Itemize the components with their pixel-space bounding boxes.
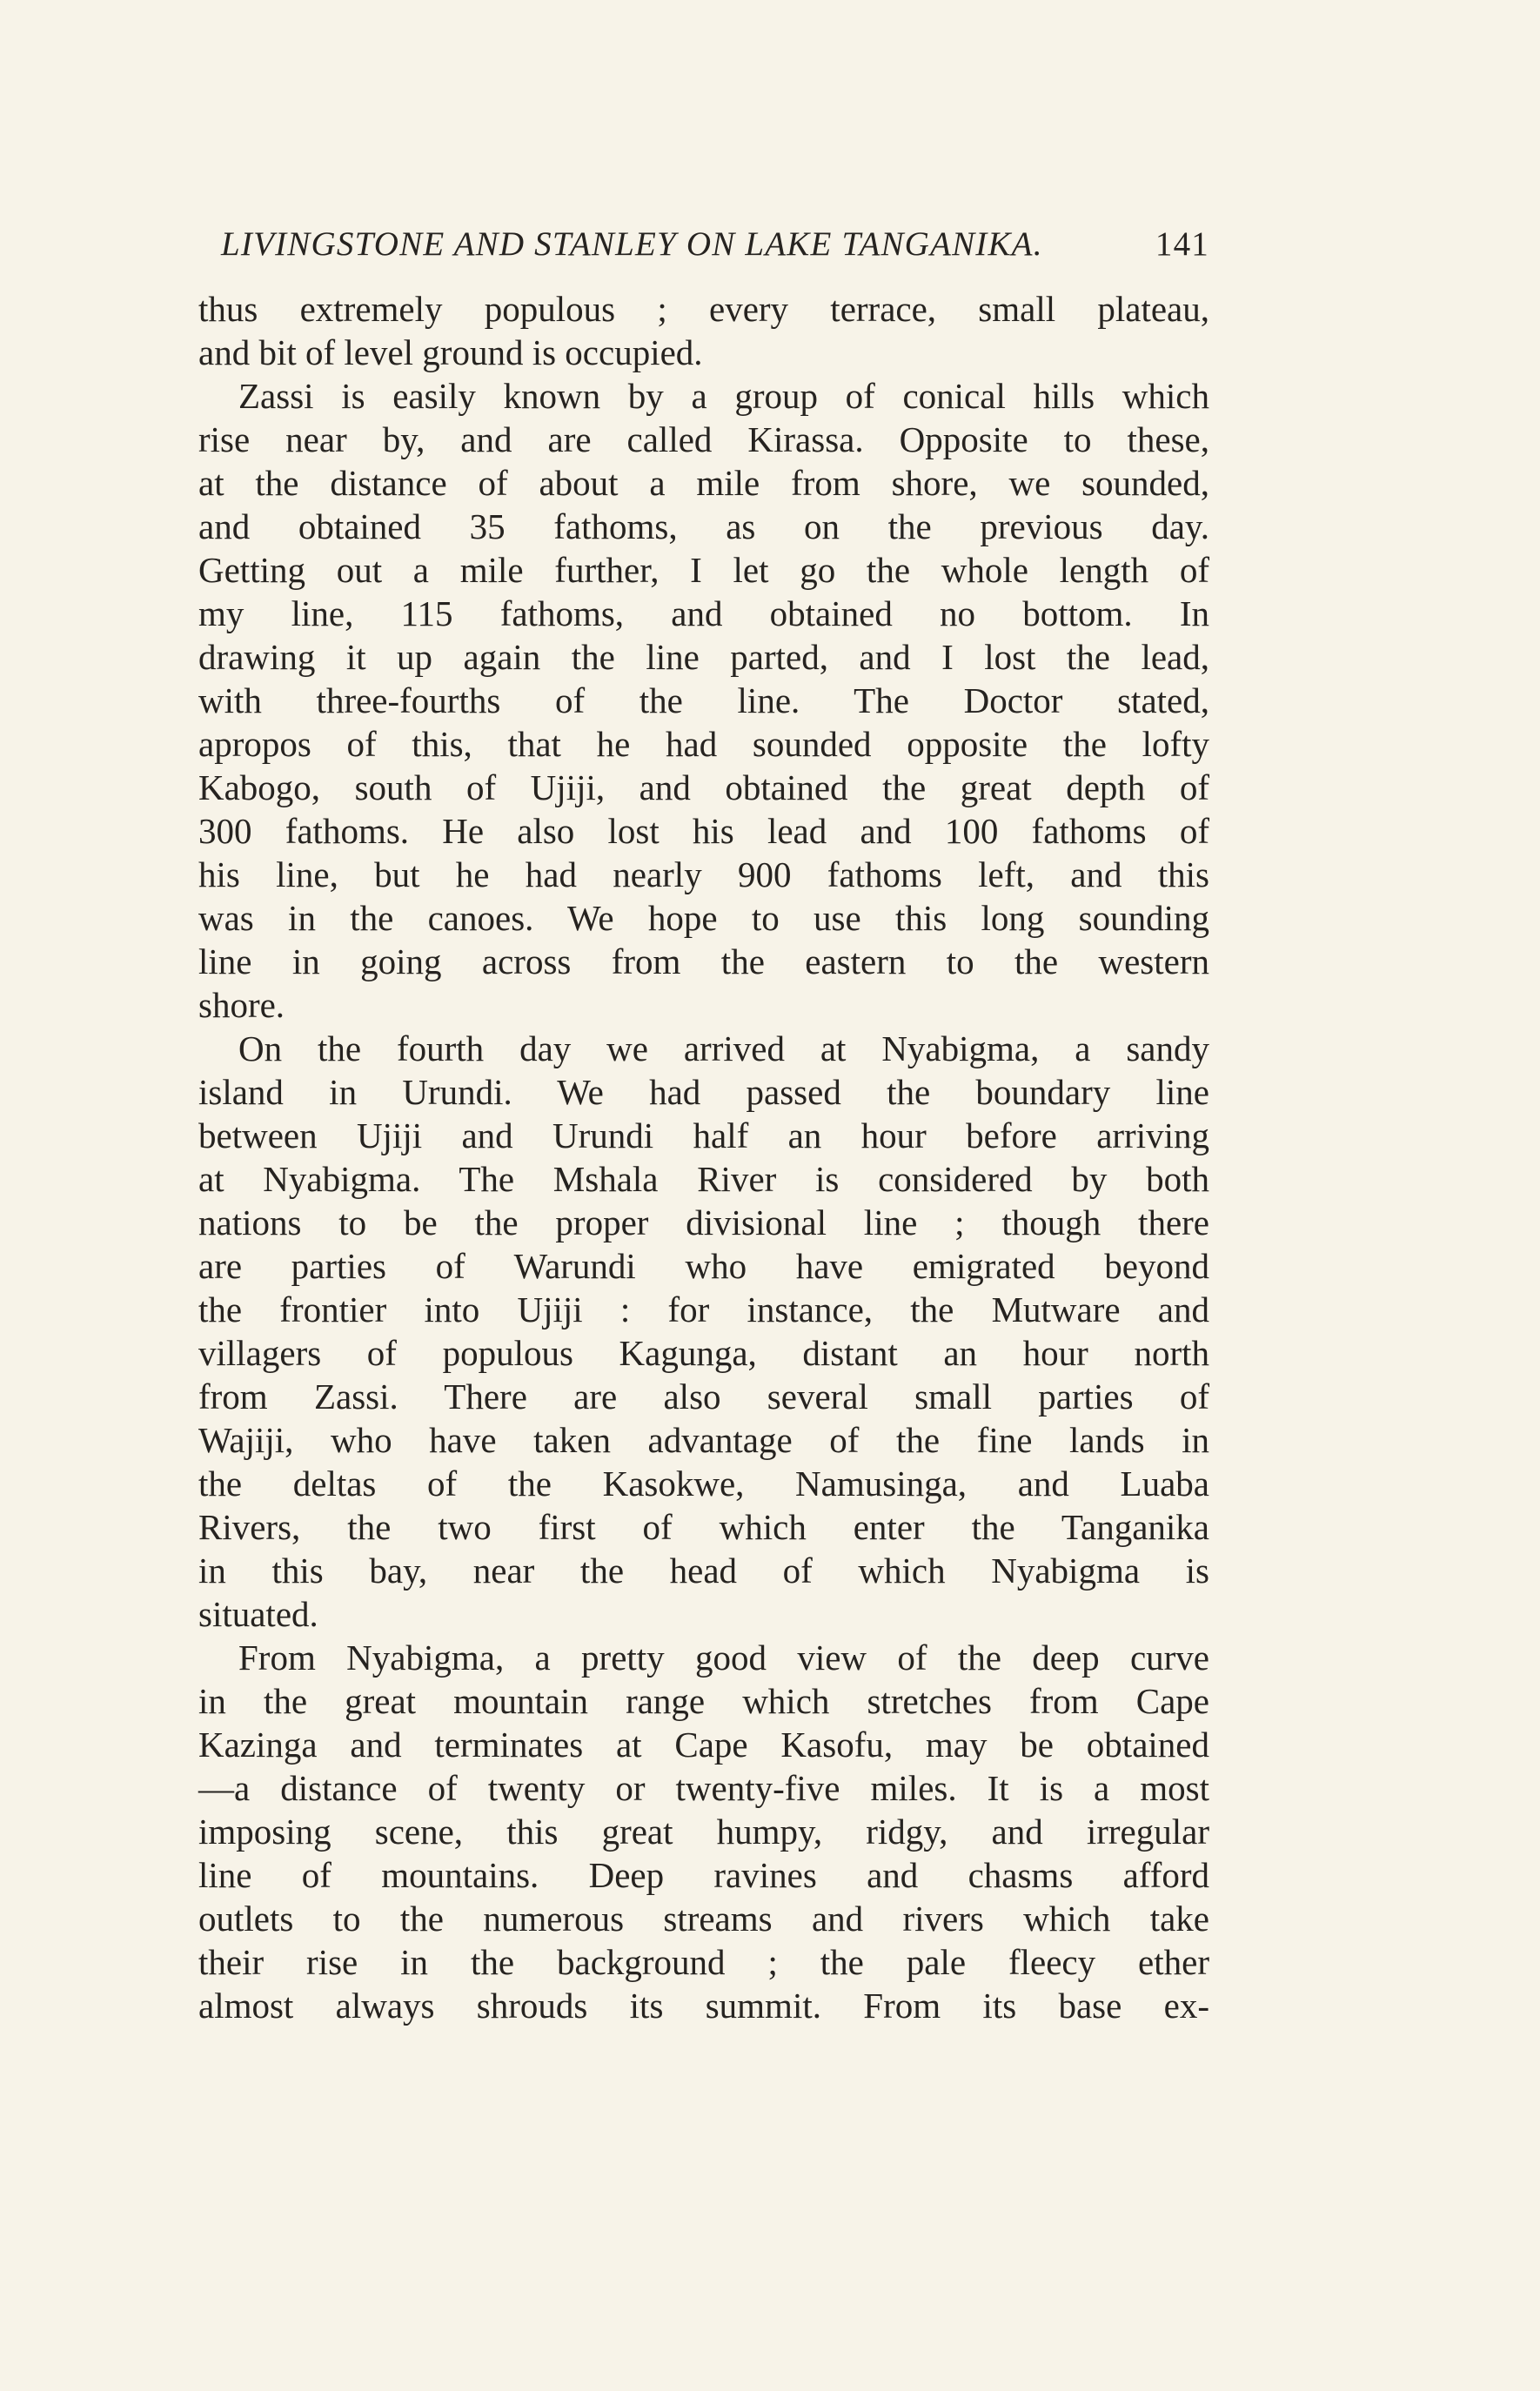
text-line: the frontier into Ujiji : for instance, the Mutware and bbox=[198, 1289, 1209, 1329]
text-line: Rivers, the two first of which enter the Tanganika bbox=[198, 1507, 1209, 1547]
text-line: On the fourth day we arrived at Nyabigma, a sandy bbox=[238, 1028, 1209, 1068]
text-line: and obtained 35 fathoms, as on the previous day. bbox=[198, 506, 1209, 546]
text-line: Wajiji, who have taken advantage of the fine lands in bbox=[198, 1420, 1209, 1460]
text-line: imposing scene, this great humpy, ridgy, and irregular bbox=[198, 1812, 1209, 1852]
page-number: 141 bbox=[1155, 225, 1209, 263]
text-line: Kabogo, south of Ujiji, and obtained the great depth of bbox=[198, 767, 1209, 807]
text-line: thus extremely populous ; every terrace, small plateau, bbox=[198, 289, 1209, 329]
text-line: my line, 115 fathoms, and obtained no bottom. In bbox=[198, 593, 1209, 633]
text-line: was in the canoes. We hope to use this long sounding bbox=[198, 898, 1209, 938]
text-line: in this bay, near the head of which Nyabigma is bbox=[198, 1550, 1209, 1591]
text-line: line in going across from the eastern to the western bbox=[198, 941, 1209, 981]
text-line: island in Urundi. We had passed the boundary line bbox=[198, 1072, 1209, 1112]
text-line: the deltas of the Kasokwe, Namusinga, and Luaba bbox=[198, 1463, 1209, 1504]
text-line: apropos of this, that he had sounded opposite the lofty bbox=[198, 724, 1209, 764]
running-head bbox=[198, 224, 1209, 277]
text-line: from Zassi. There are also several small parties of bbox=[198, 1376, 1209, 1417]
text-line: drawing it up again the line parted, and I lost the lead, bbox=[198, 637, 1209, 677]
text-line: are parties of Warundi who have emigrated beyond bbox=[198, 1246, 1209, 1286]
text-line: at the distance of about a mile from shore, we sounded, bbox=[198, 463, 1209, 503]
book-page bbox=[198, 224, 1209, 2027]
text-line: nations to be the proper divisional line ; though there bbox=[198, 1202, 1209, 1242]
text-line: and bit of level ground is occupied. bbox=[198, 332, 703, 372]
running-title: LIVINGSTONE AND STANLEY ON LAKE TANGANIKA. bbox=[221, 225, 1043, 263]
text-line: rise near by, and are called Kirassa. Opposite to these, bbox=[198, 419, 1209, 459]
text-line: From Nyabigma, a pretty good view of the deep curve bbox=[238, 1638, 1209, 1678]
text-line: 300 fathoms. He also lost his lead and 100 fathoms of bbox=[198, 811, 1209, 851]
text-line: situated. bbox=[198, 1594, 318, 1634]
text-line: outlets to the numerous streams and rivers which take bbox=[198, 1899, 1209, 1939]
text-line: line of mountains. Deep ravines and chasms afford bbox=[198, 1855, 1209, 1895]
text-line: Zassi is easily known by a group of conical hills which bbox=[238, 376, 1209, 416]
text-line: Getting out a mile further, I let go the whole length of bbox=[198, 550, 1209, 590]
text-line: shore. bbox=[198, 985, 285, 1025]
text-line: —a distance of twenty or twenty-five miles. It is a most bbox=[198, 1768, 1209, 1808]
text-line: villagers of populous Kagunga, distant an hour north bbox=[198, 1333, 1209, 1373]
text-line: at Nyabigma. The Mshala River is considered by both bbox=[198, 1159, 1209, 1199]
text-line: Kazinga and terminates at Cape Kasofu, may be obtained bbox=[198, 1725, 1209, 1765]
text-line: in the great mountain range which stretches from Cape bbox=[198, 1681, 1209, 1721]
text-line: between Ujiji and Urundi half an hour before arriving bbox=[198, 1115, 1209, 1155]
text-line: their rise in the background ; the pale fleecy ether bbox=[198, 1942, 1209, 1982]
text-line: his line, but he had nearly 900 fathoms left, and this bbox=[198, 854, 1209, 894]
text-line: with three-fourths of the line. The Doctor stated, bbox=[198, 680, 1209, 720]
text-line: almost always shrouds its summit. From its base ex- bbox=[198, 1986, 1209, 2026]
body-text bbox=[198, 287, 1209, 2027]
